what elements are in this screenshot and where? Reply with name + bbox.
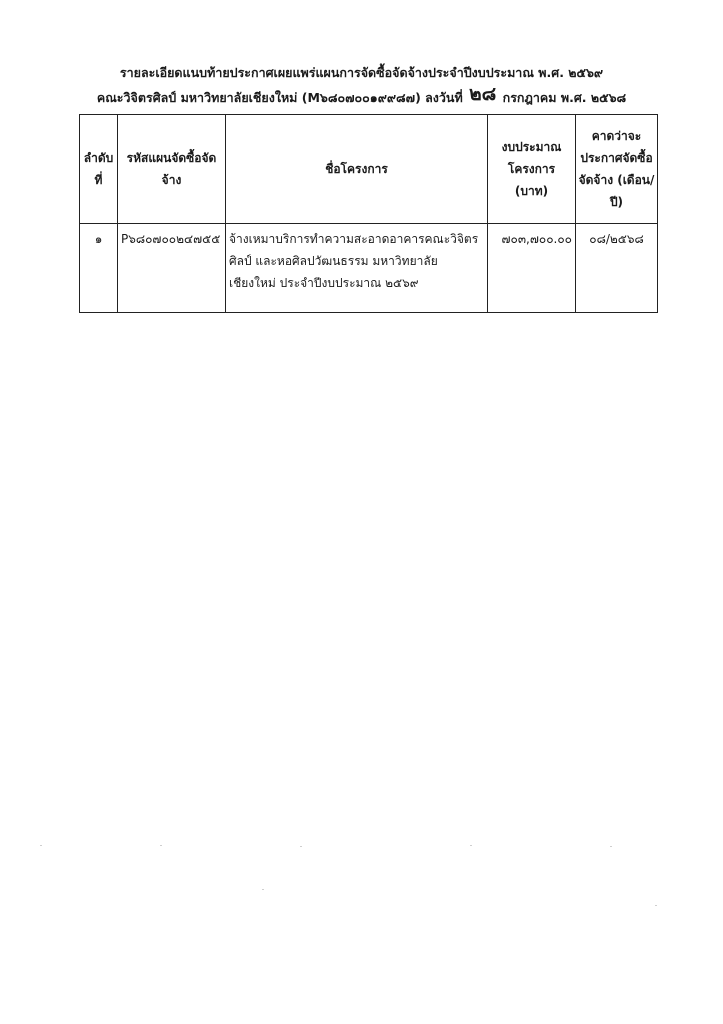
column-header-code: รหัสแผนจัดซื้อจัด จ้าง bbox=[118, 115, 226, 224]
project-name: จ้างเหมาบริการทำความสะอาดอาคารคณะวิจิตร ศิลป์ และหอศิลปวัฒนธรรม มหาวิทยาลัยเชียงใหม่ ประจำปีงบประมาณ ๒๕๖๙ bbox=[226, 224, 488, 313]
scan-speck bbox=[655, 905, 657, 906]
handwritten-day: ๒๘ bbox=[469, 83, 497, 105]
column-header-no: ลำดับ ที่ bbox=[80, 115, 118, 224]
subtitle-text: คณะวิจิตรศิลป์ มหาวิทยาลัยเชียงใหม่ (M๖๘๐๗๐๐๑๙๙๘๗) ลงวันที่ bbox=[96, 90, 463, 105]
plan-code: P๖๘๐๗๐๐๒๔๗๕๕ bbox=[118, 224, 226, 313]
column-header-name: ชื่อโครงการ bbox=[226, 115, 488, 224]
scan-speck bbox=[300, 846, 302, 847]
announce-month: ๐๘/๒๕๖๘ bbox=[576, 224, 658, 313]
scan-speck bbox=[470, 845, 472, 846]
document-title: รายละเอียดแนบท้ายประกาศเผยแพร่แผนการจัดซื้อจัดจ้างประจำปีงบประมาณ พ.ศ. ๒๕๖๙ bbox=[119, 65, 604, 80]
scan-speck bbox=[262, 889, 264, 890]
row-number: ๑ bbox=[80, 224, 118, 313]
scan-speck bbox=[40, 845, 42, 846]
document-subtitle bbox=[0, 85, 723, 109]
scan-speck bbox=[160, 845, 162, 846]
column-header-month: คาดว่าจะ ประกาศจัดซื้อ จัดจ้าง (เดือน/ปี) bbox=[576, 115, 658, 224]
table-header-row bbox=[80, 115, 658, 224]
document-header bbox=[0, 62, 723, 109]
subtitle-date: กรกฎาคม พ.ศ. ๒๕๖๘ bbox=[502, 90, 627, 105]
procurement-plan-table bbox=[79, 114, 658, 313]
scan-speck bbox=[610, 846, 612, 847]
table-row bbox=[80, 224, 658, 313]
project-budget: ๗๐๓,๗๐๐.๐๐ bbox=[488, 224, 576, 313]
column-header-budget: งบประมาณ โครงการ (บาท) bbox=[488, 115, 576, 224]
